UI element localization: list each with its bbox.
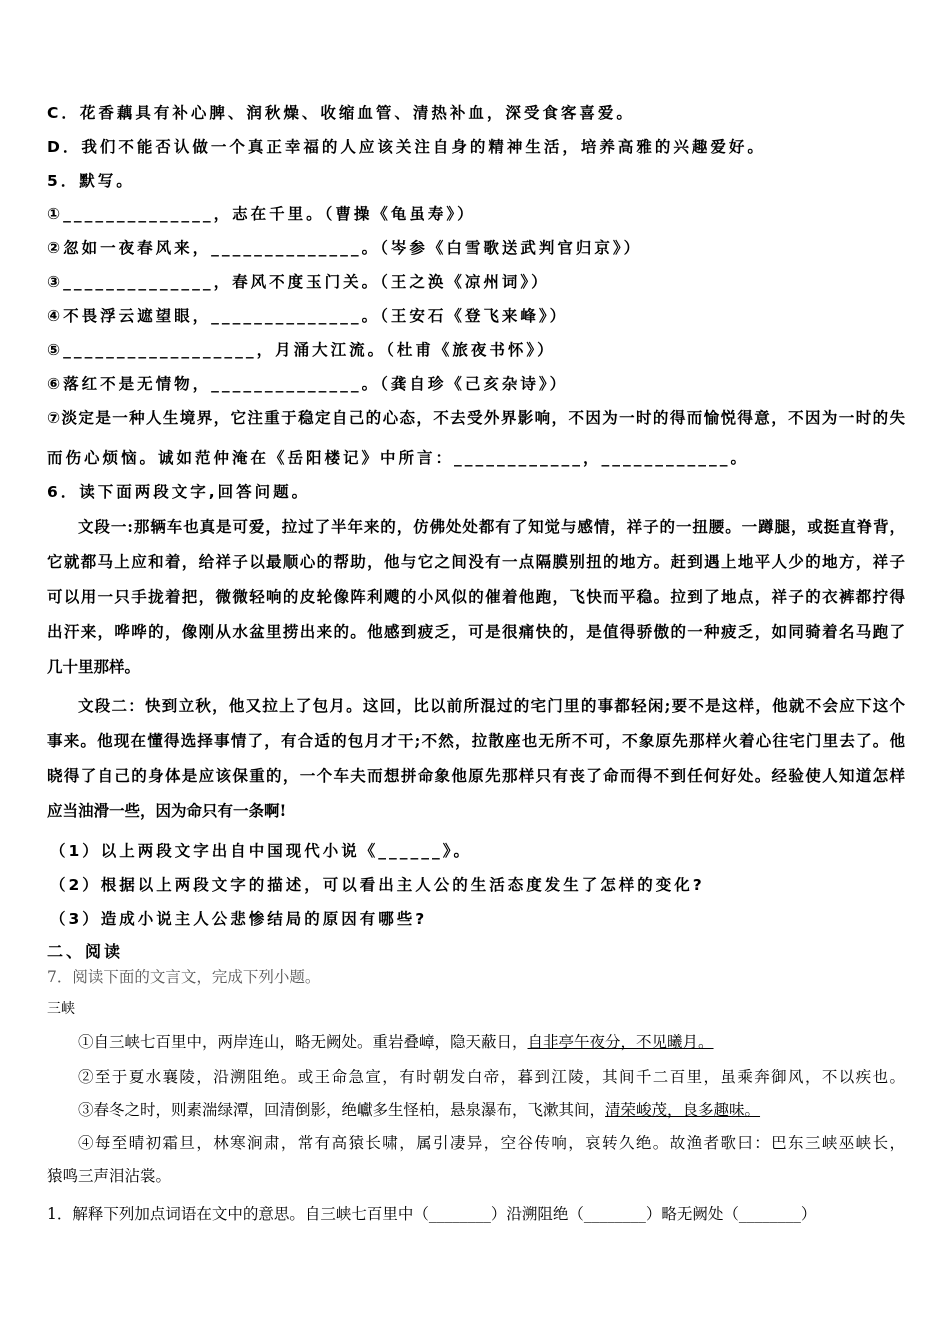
para-1-text: ①自三峡七百里中，两岸连山，略无阙处。重岩叠嶂，隐天蔽日， [78,1033,528,1051]
classical-para-2: ②至于夏水襄陵，沿溯阻绝。或王命急宣，有时朝发白帝，暮到江陵，其间千二百里，虽乘奔御风，不以疾也。 [78,1068,905,1086]
passage-2-line: 事来。他现在懂得选择事情了，有合适的包月才干;不然，拉散座也无所不可，不象原先那样火着心往宅门里去了。他 [47,731,905,750]
text-title: 三峡 [47,1001,75,1017]
question-6-title: 6．读下面两段文字,回答问题。 [47,483,311,501]
q5-item-5: ⑤__________________，月涌大江流。（杜甫《旅夜书怀》） [47,341,556,359]
question-7-title: 7．阅读下面的文言文，完成下列小题。 [47,968,321,986]
passage-1-line: 几十里那样。 [47,657,141,676]
question-5-title: 5．默写。 [47,172,135,190]
q5-item-1: ①______________，志在千里。（曹操《龟虽寿》） [47,205,476,223]
passage-1-line: 文段一:那辆车也真是可爱，拉过了半年来的，仿佛处处都有了知觉与感情，祥子的一扭腰。一蹲腿，或挺直脊背， [78,517,905,536]
para-1-underlined: 自非亭午夜分，不见曦月。 [527,1033,714,1051]
q5-item-7-cont: 而伤心烦恼。诚如范仲淹在《岳阳楼记》中所言：____________，____________。 [47,449,750,467]
classical-para-4-cont: 猿鸣三声泪沾裳。 [47,1167,172,1185]
classical-para-4: ④每至晴初霜旦，林寒涧肃，常有高猿长啸，属引凄异，空谷传响，哀转久绝。故渔者歌曰：巴东三峡巫峡长， [78,1134,905,1152]
para-3-underlined: 清荣峻茂，良多趣味。 [605,1101,761,1119]
q5-item-3: ③______________，春风不度玉门关。（王之涣《凉州词》） [47,273,550,291]
classical-para-1 [78,1031,714,1053]
q6-sub-3: （3）造成小说主人公悲惨结局的原因有哪些? [50,910,428,928]
section-heading: 二、阅读 [47,942,124,961]
q6-sub-2: （2）根据以上两段文字的描述，可以看出主人公的生活态度发生了怎样的变化? [50,876,705,894]
q6-sub-1: （1）以上两段文字出自中国现代小说《______》。 [50,842,473,860]
option-c: C．花香藕具有补心脾、润秋燥、收缩血管、清热补血，深受食客喜爱。 [47,104,635,122]
para-3-text: ③春冬之时，则素湍绿潭，回清倒影，绝巘多生怪柏，悬泉瀑布，飞漱其间， [78,1101,606,1119]
passage-2-line: 应当油滑一些，因为命只有一条啊! [47,801,287,820]
passage-1-line: 可以用一只手拢着把，微微轻响的皮轮像阵利飕的小风似的催着他跑，飞快而平稳。拉到了地点，祥子的衣裤都拧得 [47,587,905,606]
passage-1-line: 它就都马上应和着，给祥子以最顺心的帮助，他与它之间没有一点隔膜别扭的地方。赶到遇上地平人少的地方，祥子 [47,552,905,571]
passage-1-line: 出汗来，哗哗的，像刚从水盆里捞出来的。他感到疲乏，可是很痛快的，是值得骄傲的一种疲乏，如同骑着名马跑了 [47,622,905,641]
q5-item-2: ②忽如一夜春风来，______________。（岑参《白雪歌送武判官归京》） [47,239,643,257]
passage-2-line: 晓得了自己的身体是应该保重的，一个车夫而想拼命象他原先那样只有丧了命而得不到任何好处。经验使人知道怎样 [47,766,905,785]
passage-2-line: 文段二：快到立秋，他又拉上了包月。这回，比以前所混过的宅门里的事都轻闲;要不是这样，他就不会应下这个 [78,696,905,715]
q7-sub-1: 1．解释下列加点词语在文中的意思。自三峡七百里中（________）沿溯阻绝（________）略无阙处（________） [47,1205,817,1223]
q5-item-4: ④不畏浮云遮望眼，______________。（王安石《登飞来峰》） [47,307,569,325]
option-d: D．我们不能否认做一个真正幸福的人应该关注自身的精神生活，培养高雅的兴趣爱好。 [47,138,766,156]
classical-para-3 [78,1099,760,1121]
q5-item-6: ⑥落红不是无情物，______________。（龚自珍《己亥杂诗》） [47,375,569,393]
q5-item-7: ⑦淡定是一种人生境界，它注重于稳定自己的心态，不去受外界影响，不因为一时的得而愉悦得意，不因为一时的失 [47,409,905,427]
